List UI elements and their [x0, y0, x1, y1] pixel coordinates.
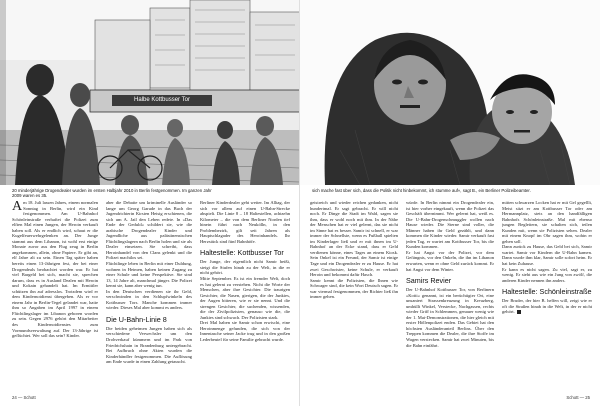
paragraph: Berliner Kinderdealer geht weiter. Im Alltag, der sich vor allem auf einen U-Bahn-Strecke abspielt. Die Linie 8 – 18 Haltestellen, achtzehn Kilometer – die von dem Berliner Norden tief hinein führt nach Neukölln, in den Problembezirk, gilt seit Jahren als Hauptschlagader des Heroinhandels. Ihr Herzstück sind fünf Bahnhöfe. [200, 200, 290, 244]
right-text-column-2 [406, 200, 494, 348]
paragraph: Flüchtlinge leben in Berlin mit einer Duldung, wohnen in Heimen, haben keinen Zugang zu einer Schule und keine Perspektive. Sie sind 13, 14 Jahre alt, manchmal jünger. Die Polizei kennt sie, kann aber wenig tun. [106, 261, 192, 289]
drop-cap: A [12, 200, 23, 214]
paragraph: Die beiden geheimen Jungen haben sich als verschiedene Verwechsler um den Drohverkauf kümmern und im Park von Friedrichshain in Brandenburg untergebracht. Bei Aufbruch ohne Akten wurden die Kinderhändler festgenommen. Die Auflösung am Ende wurde in einen Zahlung getauscht. [106, 325, 192, 365]
paragraph: Der U-Bahnhof Kottbusser Tor, von Berlinern »Kotti« genannt, ist ein berüchtigter Ort, eine unsaniert Strassenkreuzung in Kreuzberg, umhüllt Winkel, Verstecke, Nachgassen, rechts wieder Griff in Schlemmen, genauer wenig wie der 1. Mai-Demonstrationen, die hier gleich mit erster Höllenpolizei enden. Das Gebiet hat den höchsten Ausländeranteil Berlins. Über den Treppen kommen die Dealer, die ihre Stoffe im Wagen verstecken. Samir hat zwei Minuten, bis die Bahn einfährt. [406, 287, 494, 348]
paragraph: Er kann es nicht sagen. Zu viel, sagt er, zu wenig. Er sieht aus wie ein Jung von zwölf, die anderen Kinder nennen ihn anders. [502, 266, 592, 283]
paragraph: In den Deutschen verdienen sie ihr Geld, verschwinden in den Schlupfwinkeln des Kottbusser Tors. Manche kommen immer wieder. Dieses Mal aber kommt es anders. [106, 288, 192, 311]
paragraph: Mitte September. Es ist ein fremder Welt, doch es hat gelernt zu verstehen. Nicht die Worte der Menschen, aber ihre Gesichter. Die traurigen Gesichter, die Nasen, gierigen, die der Junkies, der Augen bitteren, wie er sie nennt. Und die strengen Gesichter, die suchenden, wissenden, die der Zivilpolizisten, genauso wie die, die Junkies sind schwach. Der Polizisten stark. [200, 276, 290, 320]
paragraph: Samir kennt die Polizisten, die Ihnen wie Schwager sind, die kein Wort Deutsch sagen. Er war viermal festgenommen, der Richter ließ ihn immer gehen. [310, 277, 398, 300]
paragraph: geistreich und wieder reichen gedanken, nicht hundertmal. Er sagt gebracht. Er will nicht noch. Er Dinge die Stadt im Wald, sagen sie ihm, dass er wohl noch mit ihm. In der Nähe der Menschen hat er viel gelernt, das sie nicht im Sinne hat es besser. Samir ist schnell, er war immer der Schnellste, wenn es Fußball spielten im Kinderlager ließ und er mit ihnen im U-Bahnhof an der Ecke stand, dass er Geld verdienen könne, eines Tages an einem Kiosk. Sein Onkel ist ein Freund, der Samir ist einige Tage und ein Drogendealer er zu Hause. Er hat zwei Geschwister, keine Schule, er verkauft Heroin und bekommt dafür Hasch. [310, 200, 398, 278]
section-heading: Haltestelle: Schönleinstraße [502, 287, 592, 297]
section-heading: Samirs Revier [406, 276, 452, 286]
right-text-column-1 [310, 200, 398, 300]
comic-illustration-street-scene [0, 0, 300, 185]
left-text-column-2 [106, 200, 192, 365]
paragraph: Dann zurück zu Hause, das Geld bei sich, Samir wartet. Samir vor Kindern die U-Bahn kamen. Dann wurde ihm klar, Samir solle sofort heim. Er hat kein Zuhause. [502, 244, 592, 267]
right-image-caption: sich mache fast über sich, dass die Politik nicht hinbekommt, ich stumme auf«, sagt B., ein Berliner Polizeibeamter. [312, 188, 531, 193]
paragraph: würde. In Berlin nimmt ein Drogendealer ein, ist hier vorher eingekauft, wenn die Polizei das Geschäft übernimmt. Wer gelernt hat, weiß es. Die U-Bahn-Drogenschmuggler wollen nach Hause wieder. Die Sterne sind voller, die Männer haben ihr Geld gezählt, und dann kommen die Kinder wieder. Samir verkauft fast jeden Tag, er wartet am Kottbusser Tor, bis die Kunden kommen. [406, 200, 494, 250]
paragraph: Am 18. Juli lassen Jahres, einem normalen Sonntag in Berlin, wird ein Kind festgenommen. Am U-Bahnhof Schönleinstraße verhaftet die Polizei zum elften Mal einen Jungen, der Heroin verkauft haben soll. Als er endlich wird, schaut er die Kugelfeuerwehrgelenken an. Der Junge stammt aus dem Libanon, ist wohl erst einige Monate zuvor aus den Flug zeug in Berlin angekommen, allein, ohne Papiere. Er gibt an, elf Jahre alt zu sein. Einen Tag später haben bereits einen 13-Jährigen fest, der bei einer Drogendeals beobachtet worden war. Er hat viel Bargeld bei sich, macht sie, sprechen darum, dass es in Ausland Dealen mit Heroin und Kokain gehandelt hat. Im Ermittler schützen ihn auf adresslos. Trotzdem wird er dem Kindernotdienst übergeben. Als er vor einem Jahr in Berlin-Tegel gelandet war, hatte ihm so Angaben im April 1997 in einem Flüchtlingslager im Libanon geboren worden zu sein. Gegen 2976 gehört den Mitarbeiter des Kindernotdienstes zum Vormundsverwaltung auf. Der 13-Jährige ist geflüchtet. Wer soll das sein? Kinder. [12, 200, 98, 339]
left-text-column-3 [200, 200, 290, 343]
paragraph: Drei Mal haben sie Samir schon erwischt, eine Heroinmenge gefunden, die sich von der Innentasche seiner Jacke trug und in den großen Lederbeutel für seine Familie gebracht wurde. [200, 320, 290, 343]
section-heading: Haltestelle: Kottbusser Tor [200, 248, 284, 258]
left-text-column-1 [12, 200, 98, 339]
page-folio-left: 24 — Schott [12, 395, 36, 400]
right-text-column-3 [502, 200, 592, 315]
paragraph: Er hat Angst vor der Polizei, vor dem Gefängnis, vor den Onkeln, die ihn im Libanon erwarten, wenn er ohne Geld zurück kommt. Er hat Angst vor dem Winter. [406, 249, 494, 272]
comic-illustration-portrait [300, 0, 600, 185]
paragraph: Der Junge, der eigentlich nicht Samir heißt, steigt die Stufen hinab zu der Welt, in die er nicht gehört. [200, 259, 290, 276]
portrait-drawing [300, 0, 600, 185]
station-sign-text: Halbe Kottbusser Tor [134, 97, 190, 103]
paragraph: aber die Debatte um kriminelle Ausländer so lange um Georg Garude in das Buch der Jugendrichterin Kirsten Heisig erschienen, die sich um A. Jail den Leben redete. In »Das Ende der Geduld« schildert sie, wie die arabische Drogendealer Kinder und Jugendliche aus palästinensischen Flüchtlingslagern nach Berlin holen und sie als Dealer einsetzen. Sie schreibt, dass Heroinhandel von den Clans gelenkt und die Polizei machtlos sei. [106, 200, 192, 261]
paragraph: Der Bruder, der hier B. helfen will, zeigt wie er oft die Straßen hinab in die Welt, in der er nicht gehört. [502, 298, 592, 315]
right-page [300, 0, 600, 406]
section-heading: Die U-Bahn-Linie 8 [106, 314, 167, 324]
end-mark-icon [517, 310, 521, 314]
street-scene-drawing [0, 0, 300, 185]
paragraph: mitten schwarzen Locken hat er mit Gel gegelllt, Meist sitzt er am Kottbusser Tor oder am Hermannplatz, stets an den handfälligen Bahnhofs Schönleinstraße. Mal mit ebenso jungen Begleitern, sie schalten sich, teilen Kunden mit, wenn sie Polizisten sehen. Dealer mit einem Knopf im Ohr sagen ihm, wohin er gehen soll. [502, 200, 592, 244]
left-image-caption: 20 minderjährige Drogendealer wurden im ersten Halbjahr 2010 in Berlin festgenommen. Im ganzen Jahr 2009 waren es 35. [12, 188, 212, 199]
page-folio-right: Schott — 25 [566, 395, 590, 400]
